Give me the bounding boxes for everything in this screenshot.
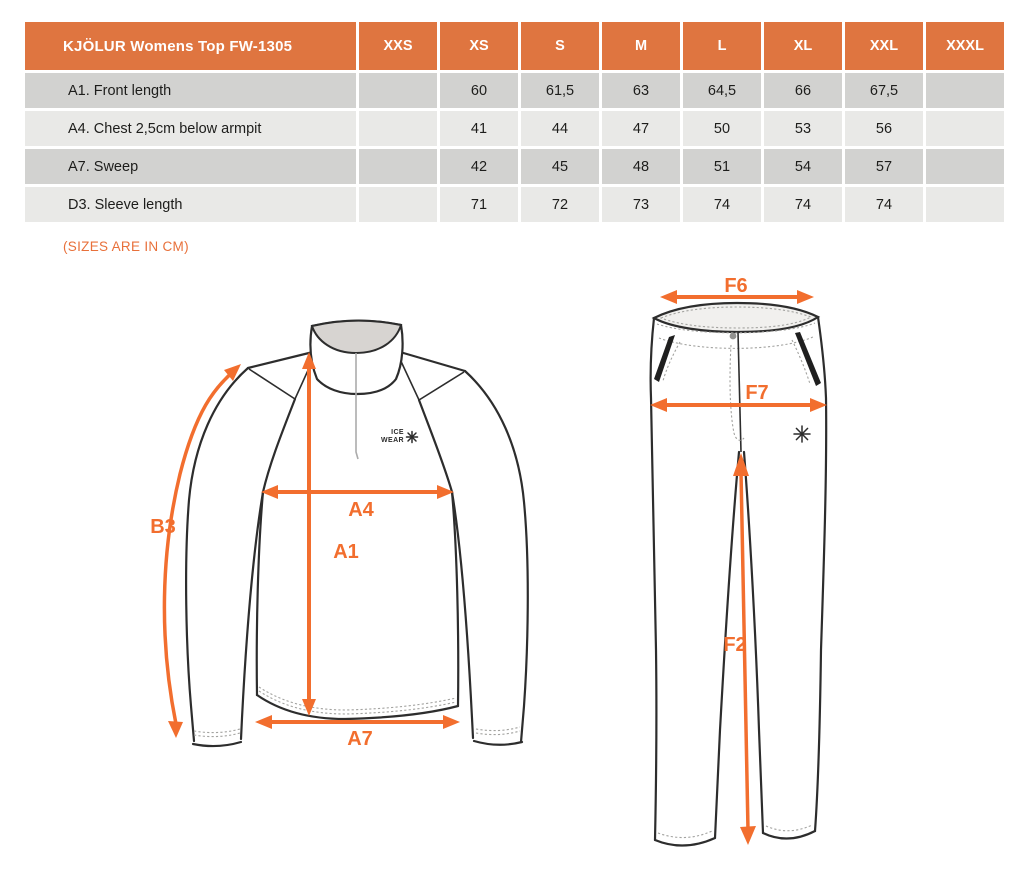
right-hem-stitch [766, 825, 812, 831]
f2-label: F2 [723, 634, 747, 656]
b3-arrow [164, 370, 235, 724]
table-title: KJÖLUR Womens Top FW-1305 [25, 22, 356, 70]
table-value: 66 [764, 73, 842, 108]
table-value: 71 [440, 187, 518, 222]
a7-label: A7 [347, 728, 373, 750]
table-value: 53 [764, 111, 842, 146]
logo-text-wear: WEAR [381, 437, 404, 444]
size-header-xxl: XXL [845, 22, 923, 70]
table-value: 74 [683, 187, 761, 222]
row-label: A4. Chest 2,5cm below armpit [25, 111, 356, 146]
f7-arrowhead [810, 398, 827, 412]
units-note: (SIZES ARE IN CM) [63, 239, 189, 254]
size-header-xxs: XXS [359, 22, 437, 70]
top-measurements [150, 352, 460, 750]
table-value: 74 [764, 187, 842, 222]
right-yoke-seam [399, 357, 464, 400]
size-header-l: L [683, 22, 761, 70]
right-cuff-stitch [476, 727, 520, 731]
right-leg-hem [763, 831, 815, 839]
f7-arrowhead [650, 398, 667, 412]
right-cuff-bottom [474, 741, 522, 745]
table-value: 57 [845, 149, 923, 184]
hem-stitch [259, 687, 456, 710]
row-label: A1. Front length [25, 73, 356, 108]
table-value: 74 [845, 187, 923, 222]
table-value: 72 [521, 187, 599, 222]
top-garment-drawing [150, 321, 528, 750]
right-shoulder-edge [400, 352, 465, 371]
left-cuff-stitch [194, 729, 240, 733]
a1-label: A1 [333, 541, 359, 563]
table-value: 61,5 [521, 73, 599, 108]
size-header-xs: XS [440, 22, 518, 70]
left-leg-outer [651, 318, 657, 840]
table-value: 44 [521, 111, 599, 146]
table-value: 54 [764, 149, 842, 184]
table-value: 51 [683, 149, 761, 184]
table-value: 67,5 [845, 73, 923, 108]
table-value: 73 [602, 187, 680, 222]
a7-arrowhead [443, 715, 460, 729]
left-cuff-bottom [193, 742, 241, 746]
pants-drawing [650, 275, 827, 846]
table-value: 42 [440, 149, 518, 184]
left-yoke-seam [249, 357, 314, 399]
row-label: D3. Sleeve length [25, 187, 356, 222]
icewear-logo [381, 429, 418, 444]
table-value: 47 [602, 111, 680, 146]
row-label: A7. Sweep [25, 149, 356, 184]
table-value: 56 [845, 111, 923, 146]
size-header-s: S [521, 22, 599, 70]
table-value: 60 [440, 73, 518, 108]
snowflake-icon [407, 432, 418, 443]
waist-button [730, 333, 737, 340]
fly-stitch [730, 345, 744, 440]
right-sleeve-outer [465, 371, 528, 742]
f6-arrowhead [660, 290, 677, 304]
b3-arrowhead [168, 721, 183, 738]
table-value: 50 [683, 111, 761, 146]
left-cuff-stitch [194, 733, 240, 737]
size-header-xl: XL [764, 22, 842, 70]
center-front-seam [738, 332, 741, 452]
b3-label: B3 [150, 516, 176, 538]
f2-arrowhead [740, 826, 756, 845]
left-hem-stitch [658, 831, 712, 838]
f7-label: F7 [745, 382, 769, 404]
right-cuff-stitch [476, 731, 520, 735]
waistband-stitch [659, 337, 813, 348]
table-value: 63 [602, 73, 680, 108]
a7-arrowhead [255, 715, 272, 729]
table-value: 48 [602, 149, 680, 184]
right-raglan-seam [419, 400, 452, 492]
table-value: 41 [440, 111, 518, 146]
f2-arrowhead [733, 453, 749, 476]
logo-text-ice: ICE [391, 429, 404, 436]
f6-arrowhead [797, 290, 814, 304]
right-leg-outer [815, 317, 826, 831]
table-value: 45 [521, 149, 599, 184]
table-value: 64,5 [683, 73, 761, 108]
left-raglan-seam [263, 399, 295, 492]
snowflake-icon [794, 426, 810, 442]
left-shoulder-edge [248, 352, 313, 368]
f6-label: F6 [724, 275, 748, 297]
left-leg-hem [655, 838, 715, 846]
size-header-m: M [602, 22, 680, 70]
a4-label: A4 [348, 499, 374, 521]
size-header-xxxl: XXXL [926, 22, 1004, 70]
